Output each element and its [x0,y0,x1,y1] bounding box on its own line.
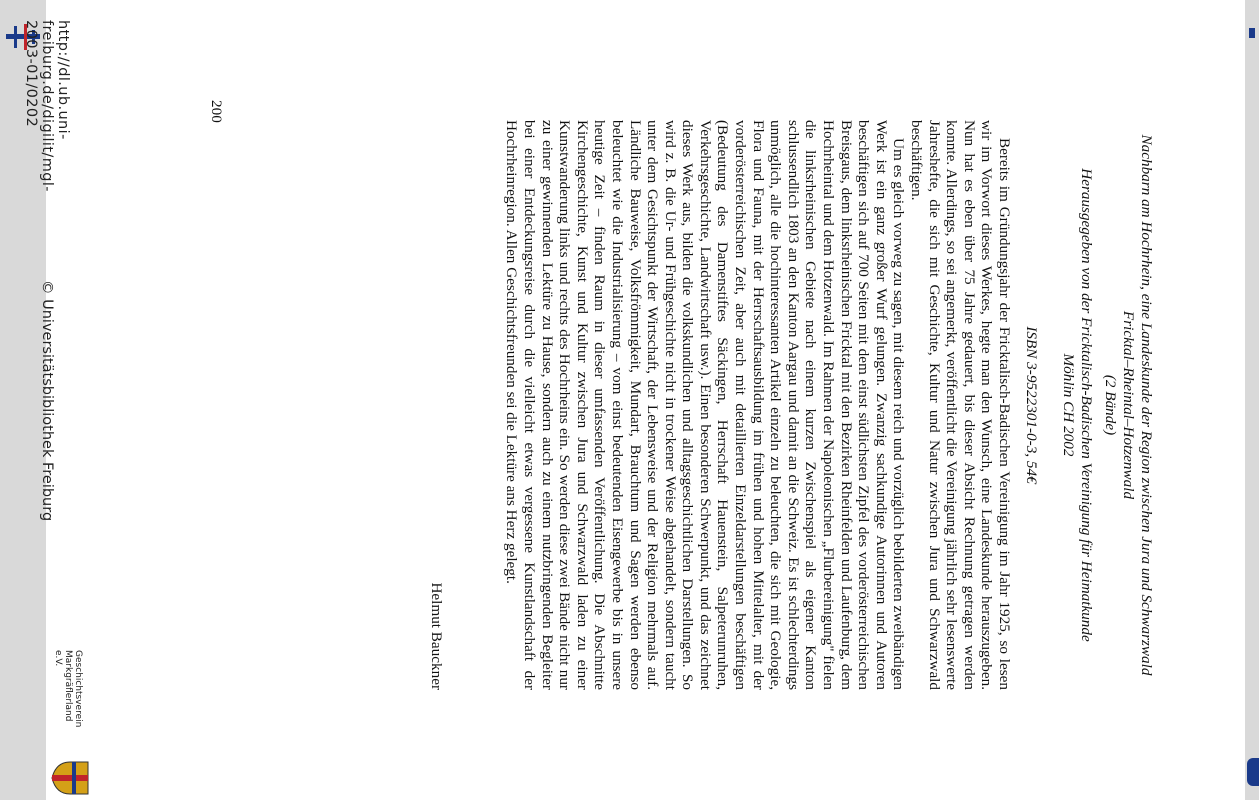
rotated-page-content [23,0,1245,800]
right-viewer-strip [1245,0,1259,800]
right-badge-icon [1247,758,1259,786]
right-marker-icon [1249,28,1255,38]
title-line-2: Fricktal–Rheintal–Hotzenwald [1120,310,1137,500]
coat-of-arms-icon [50,760,90,796]
editor-line-2: Möhlin CH 2002 [1060,353,1077,457]
title-line-3: (2 Bände) [1102,374,1119,436]
isbn: ISBN 3-9522301-0-3, 54€ [1023,326,1040,484]
footer-copyright: © Universitätsbibliothek Freiburg [39,280,55,522]
book-title [1101,120,1155,690]
page-number: 200 [208,100,225,123]
editor-info [1059,120,1095,690]
title-line-1: Nachbarn am Hochrhein, eine Landeskunde der Region zwischen Jura und Schwarzwald [1138,134,1155,676]
review-body [503,120,1013,690]
editor-line-1: Herausgegeben von der Fricktalisch-Badischen Vereinigung für Heimatkunde [1078,168,1095,642]
document-page [23,0,1245,800]
footer-url[interactable]: http://dl.ub.uni-freiburg.de/digilit/mgl-2003-01/0202 [23,20,71,192]
review-author: Helmut Bauckner [428,582,445,690]
publisher-line-1: Geschichtsverein [73,650,83,728]
paragraph-2: Um es gleich vorweg zu sagen, mit diesem reich und vorzüglich bebilderten zweibändigen Werk ist ein ganz großer Wurf gelungen. Zwanzig sachkundige Autorinnen und Autoren beschäftigen sich auf 700 Seiten mit dem einst südlichsten Zipfel des vorderösterreichischen Breisgaus, dem linksrheinischen Fricktal mit den Bezirken Rheinfelden und Laufenburg, dem Hochrheintal und dem Hotzenwald. Im Rahmen der Napoleonischen „Flurbereinigung" fielen die linksrheinischen Gebiete nach einem kurzen Zwischenspiel als eigener Kanton schlussendlich 1803 an den Kanton Aargau und damit an die Schweiz. Es ist schlechterdings unmöglich, alle die hochinteressanten Artikel einzeln zu beleuchten, die sich mit Geologie, Flora und Fauna, mit der Herrschaftsausbildung im frühen und hohen Mittelalter, mit der vorderösterreichischen Zeit, aber auch mit detaillierten Einzeldarstellungen beschäftigen (Bedeutung des Damenstiftes Säckingen, Herrschaft Hauenstein, Salpeterunruhen, Verkehrsgeschichte, Landwirtschaft usw.). Einen besonderen Schwerpunkt, und das zeichnet dieses Werk aus, bilden die volkskundlichen und alltagsgeschichtlichen Darstellungen. So wird z. B. die Ur- und Frühgeschichte nicht in trockener Weise abgehandelt, sondern taucht unter dem Gesichtspunkt der Wirtschaft, der Lebensweise und der Religion mehrmals auf. Ländliche Bauweise, Volksfrömmigkeit, Mundart, Brauchtum und Sagen werden ebenso beleuchtet wie die Industrialisierung – vom einst bedeutenden Eisengewerbe bis in unsere heutige Zeit – finden Raum in dieser umfassenden Veröffentlichung. Die Abschnitte Kirchengeschichte, Kunst und Kultur zwischen Jura und Schwarzwald laden zu einer Kunstwanderung links und rechts des Hochrheins ein. So werden diese zwei Bände nicht nur zu einer gewinnenden Lektüre zu Hause, sondern auch zu einem nutzbringenden Begleiter bei einer Entdeckungsreise durch die vielleicht etwas vergessene Kunstlandschaft der Hochrheinregion. Allen Geschichtsfreunden sei die Lektüre ans Herz gelegt. [503,120,908,690]
publisher-name [53,650,83,727]
publisher-line-2: Markgräflerland e.V. [53,650,73,722]
paragraph-1: Bereits im Gründungsjahr der Fricktalisch-Badischen Vereinigung im Jahr 1925, so lesen wir im Vorwort dieses Werkes, hegte man den Wunsch, eine Landeskunde herauszugeben. Nun hat es eben über 75 Jahre gedauert, bis dieser Absicht Rechnung getragen werden konnte. Allerdings, so sei angemerkt, veröffentlicht die Vereinigung jährlich sehr lesenswerte Jahreshefte, die sich mit Geschichte, Kultur und Natur zwischen Jura und Schwarzwald beschäftigen. [908,120,1013,690]
